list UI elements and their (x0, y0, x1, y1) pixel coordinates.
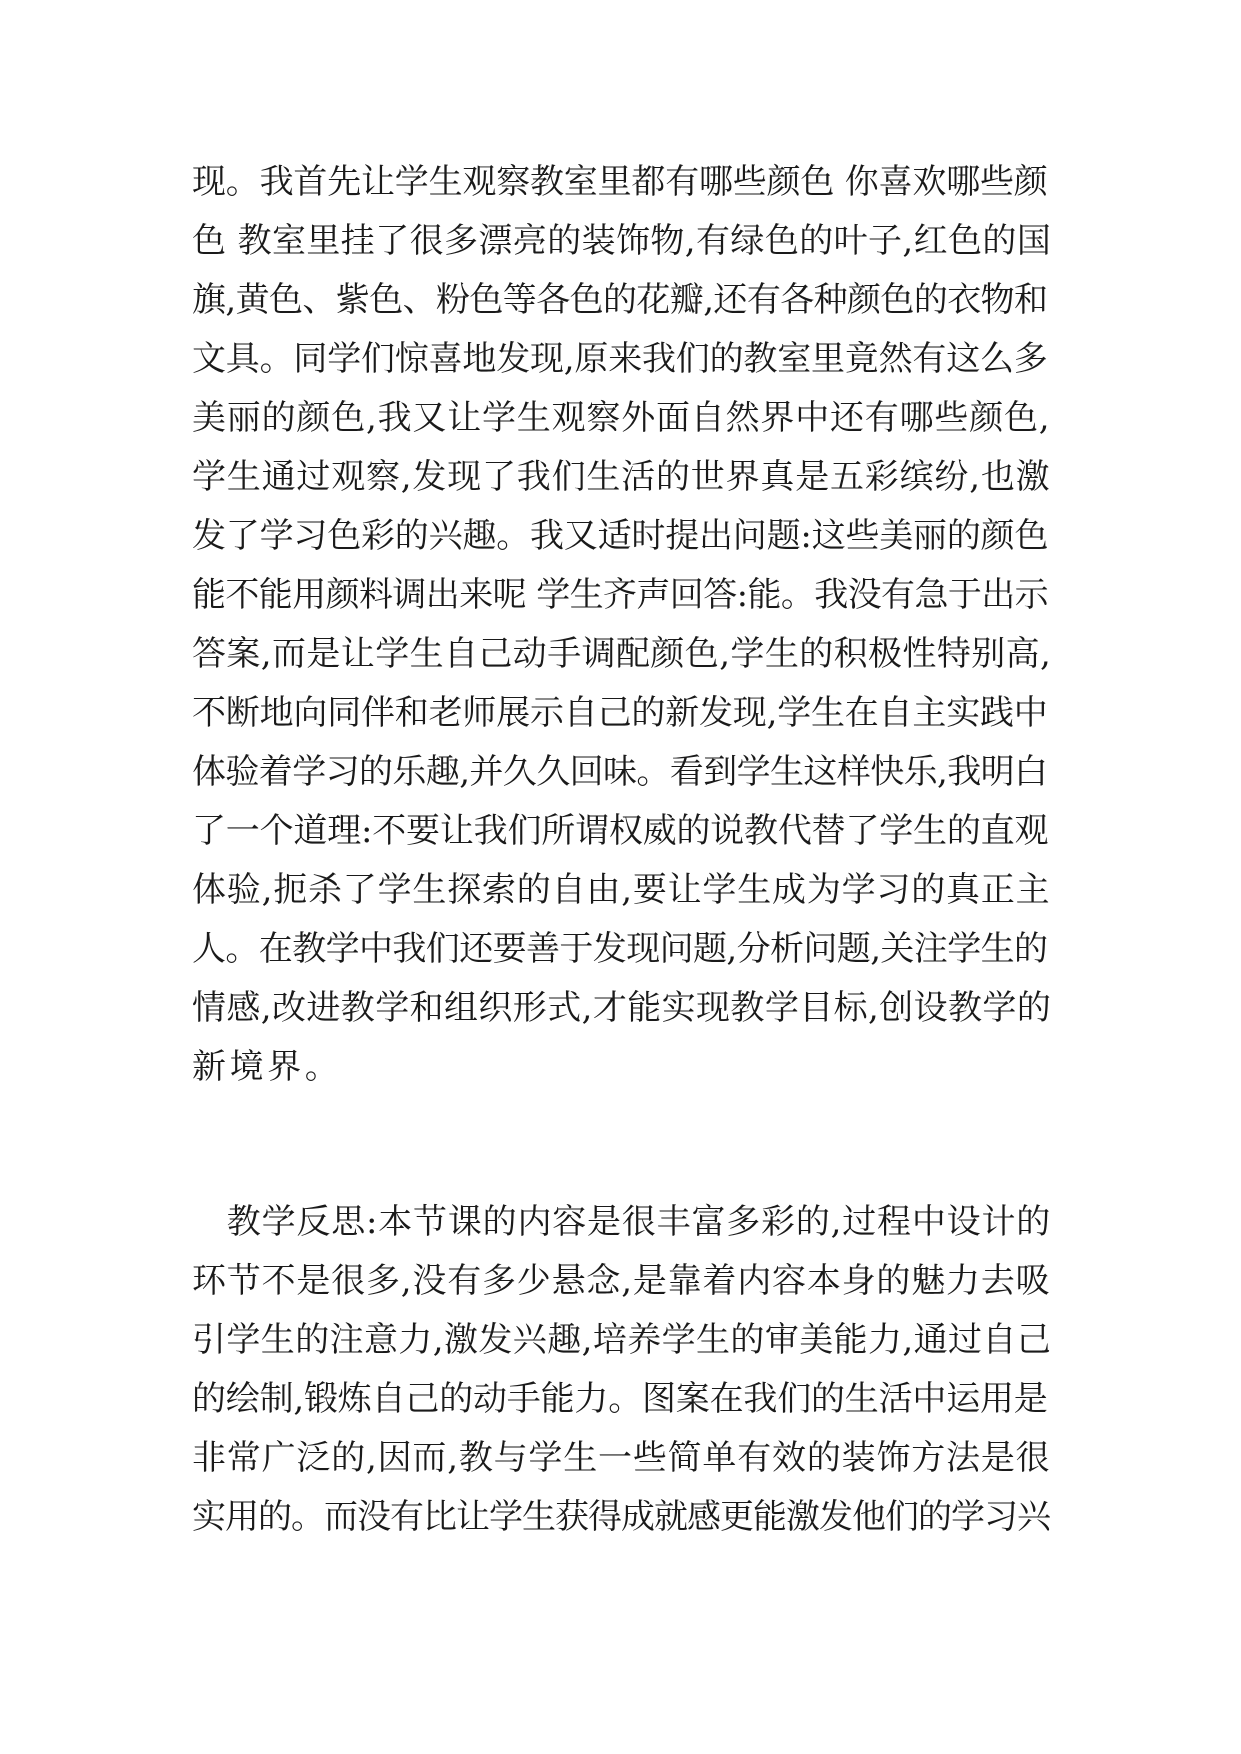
text-line: 实用的。而没有比让学生获得成就感更能激发他们的学习兴 (192, 1497, 1050, 1537)
text-line: 体验着学习的乐趣,并久久回味。看到学生这样快乐,我明白 (192, 752, 1048, 792)
text-line: 能不能用颜料调出来呢 学生齐声回答:能。我没有急于出示 (192, 575, 1049, 615)
text-line: 非常广泛的,因而,教与学生一些简单有效的装饰方法是很 (192, 1438, 1051, 1478)
text-line: 文具。同学们惊喜地发现,原来我们的教室里竟然有这么多 (192, 339, 1048, 379)
text-line: 答案,而是让学生自己动手调配颜色,学生的积极性特别高, (192, 634, 1052, 674)
text-line: 的绘制,锻炼自己的动手能力。图案在我们的生活中运用是 (192, 1379, 1048, 1419)
text-line: 色 教室里挂了很多漂亮的装饰物,有绿色的叶子,红色的国 (192, 221, 1052, 261)
text-line: 环节不是很多,没有多少悬念,是靠着内容本身的魅力去吸 (192, 1261, 1051, 1301)
text-line: 美丽的颜色,我又让学生观察外面自然界中还有哪些颜色, (192, 398, 1051, 438)
text-line: 学生通过观察,发现了我们生活的世界真是五彩缤纷,也激 (192, 457, 1051, 497)
text-line: 了一个道理:不要让我们所谓权威的说教代替了学生的直观 (192, 811, 1049, 851)
text-line: 现。我首先让学生观察教室里都有哪些颜色 你喜欢哪些颜 (192, 162, 1048, 202)
text-line: 人。在教学中我们还要善于发现问题,分析问题,关注学生的 (192, 929, 1048, 969)
text-line: 体验,扼杀了学生探索的自由,要让学生成为学习的真正主 (192, 870, 1051, 910)
text-line: 教学反思:本节课的内容是很丰富多彩的,过程中设计的 (192, 1202, 1052, 1242)
text-line: 旗,黄色、紫色、粉色等各色的花瓣,还有各种颜色的衣物和 (192, 280, 1048, 320)
text-line: 新境界。 (192, 1047, 343, 1087)
text-line: 情感,改进教学和组织形式,才能实现教学目标,创设教学的 (192, 988, 1052, 1028)
text-line: 引学生的注意力,激发兴趣,培养学生的审美能力,通过自己 (192, 1320, 1052, 1360)
text-line: 不断地向同伴和老师展示自己的新发现,学生在自主实践中 (192, 693, 1048, 733)
text-line: 发了学习色彩的兴趣。我又适时提出问题:这些美丽的颜色 (192, 516, 1049, 556)
